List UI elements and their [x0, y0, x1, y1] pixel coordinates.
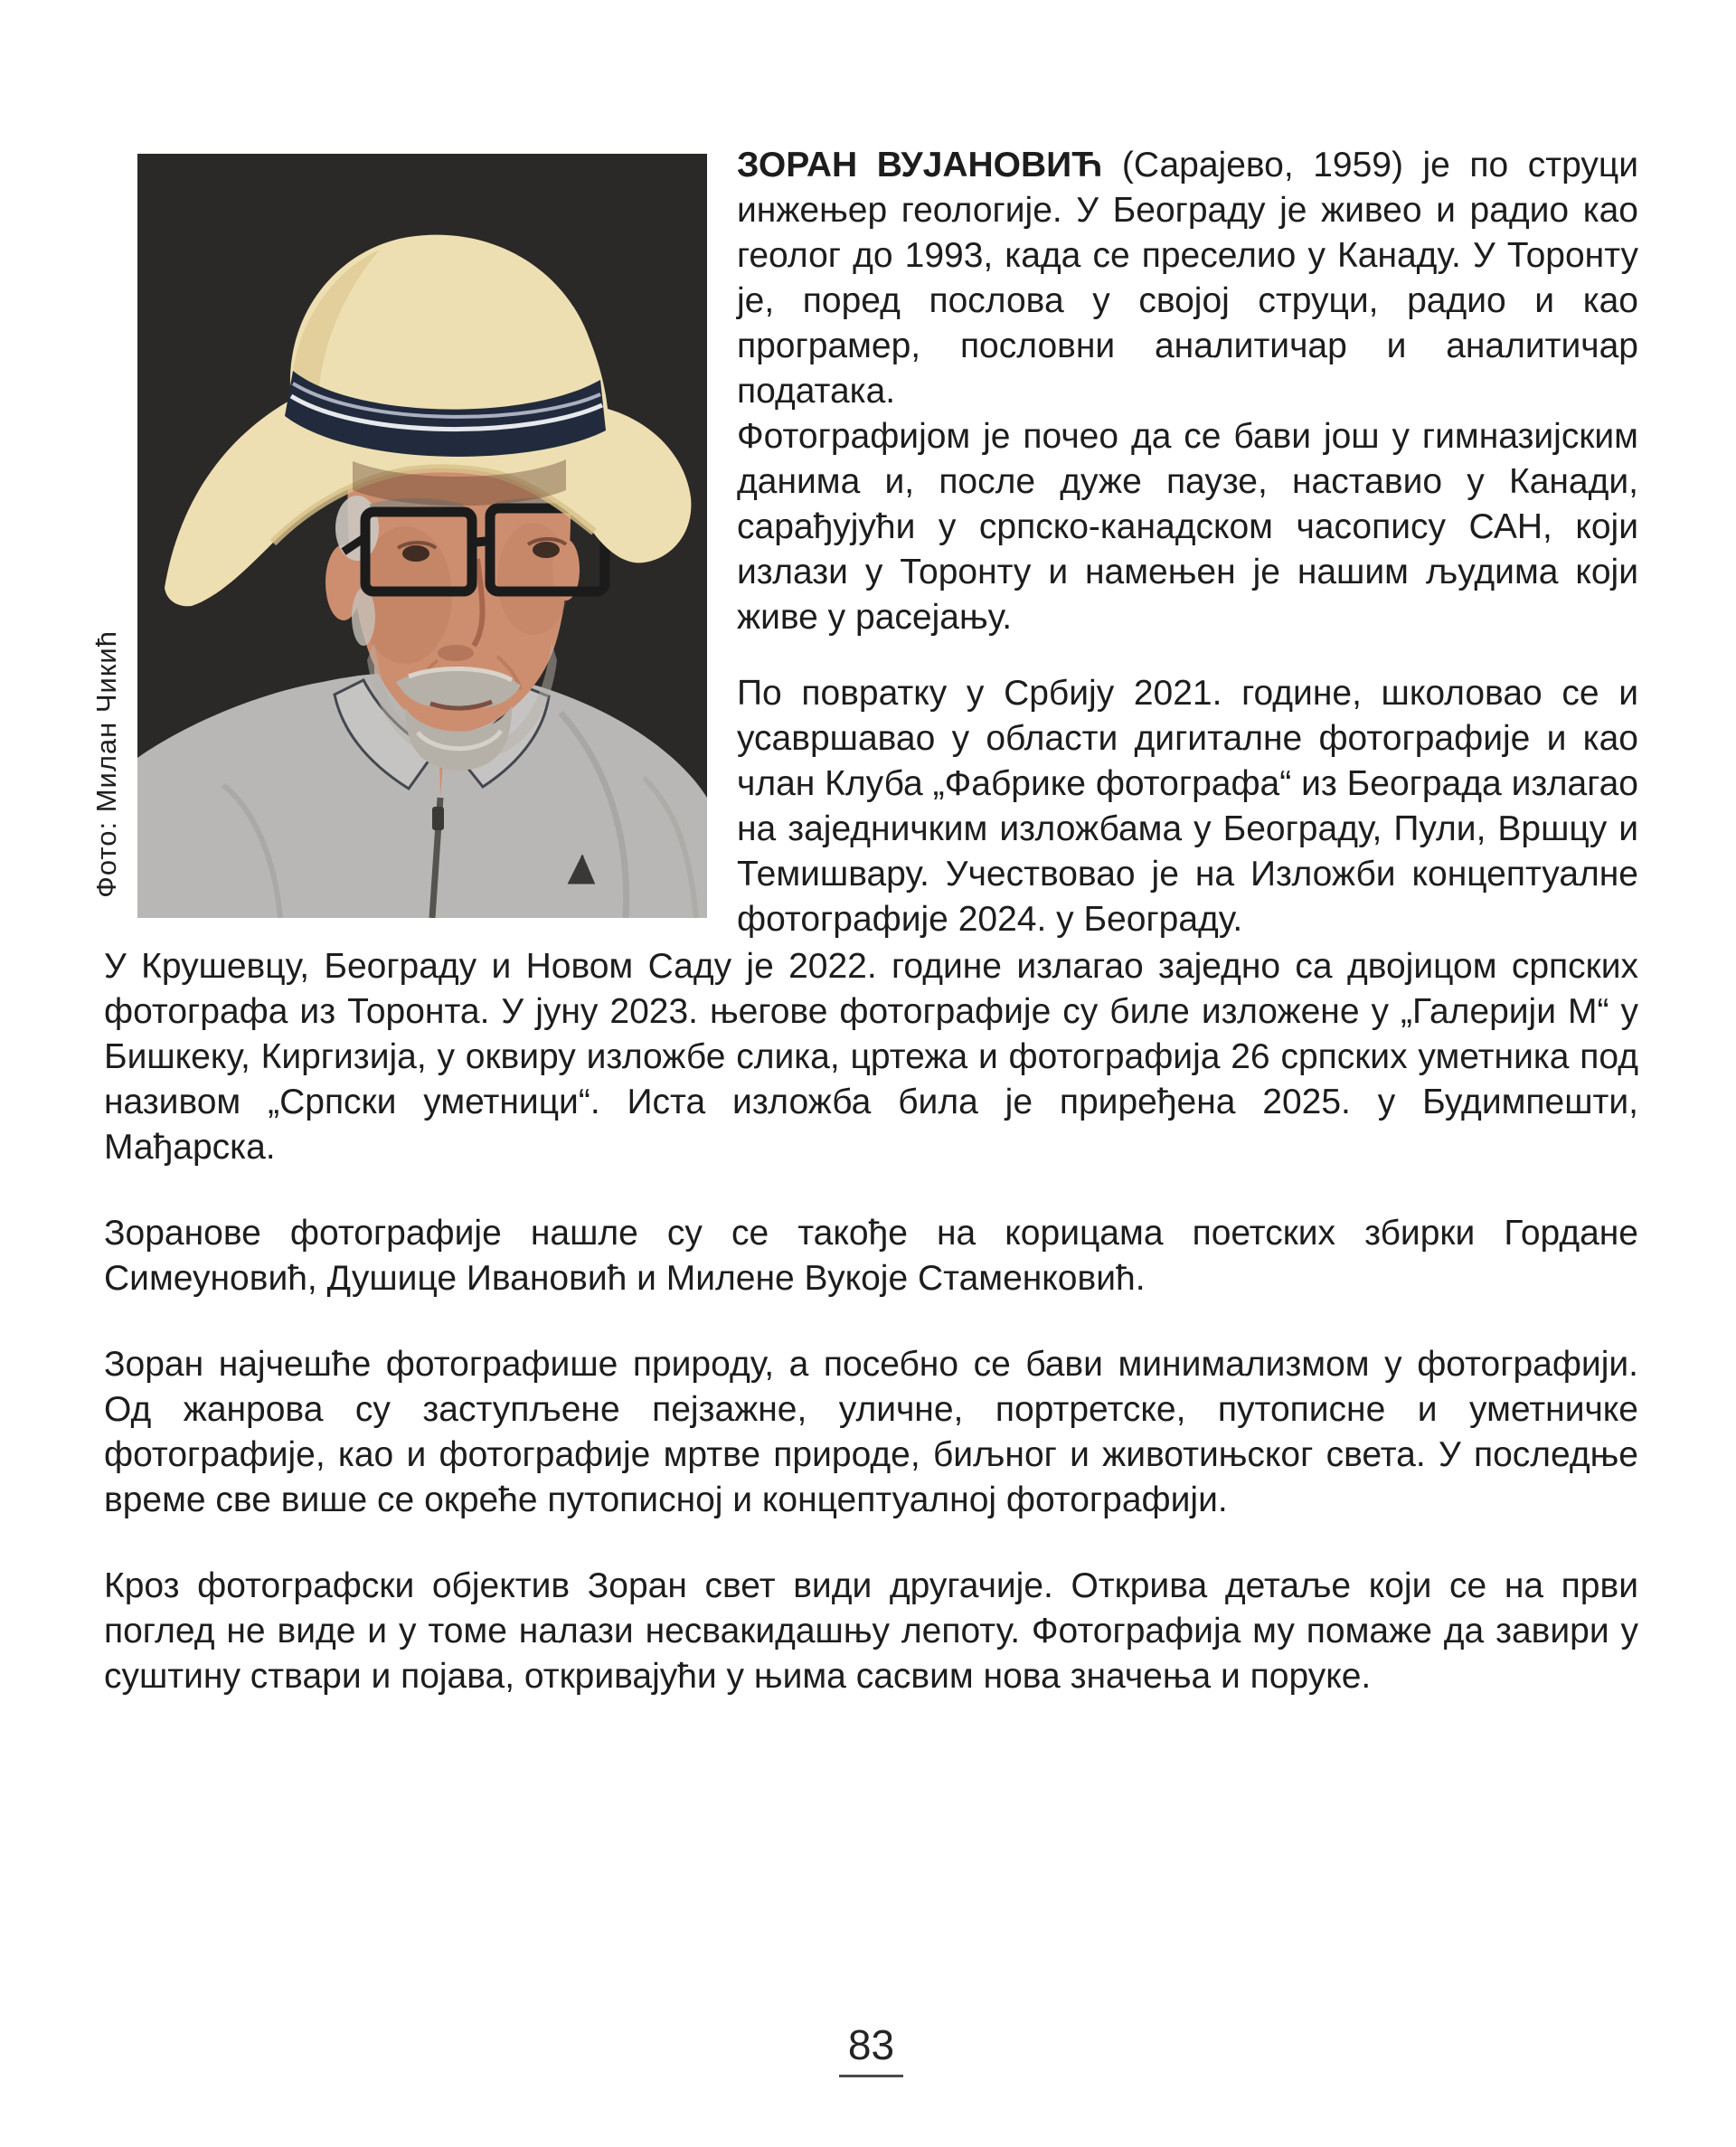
portrait-photo [137, 154, 707, 918]
bio-paragraph-3: По повратку у Србију 2021. године, школовао се и усавршавао у области дигиталне фотографије и као члан Клуба „Фабрике фотографа“ из Београда излагао на заједничким изложбама у Београду, Пули, Вршцу и Темишвару. Учествовао је на Изложби концептуалне фотографије 2024. у Београду. [737, 674, 1638, 939]
page-number: 83 [839, 2020, 903, 2077]
bio-paragraph-1-text: (Сарајево, 1959) је по струци инжењер геологије. У Београду је живео и радио као геолог до 1993, када се преселио у Канаду. У Торонту је, поред послова у својој струци, радио и као програмер, пословни аналитичар и аналитичар података. [737, 146, 1638, 411]
bio-paragraph-7: Кроз фотографски објектив Зоран свет види другачије. Открива детаље који се на први поглед не виде и у томе налази несвакидашњу лепоту. Фотографија му помаже да завири у суштину ствари и појава, откривајући у њима сасвим нова значења и поруке. [104, 1566, 1638, 1696]
bio-column [737, 143, 1638, 942]
photo-credit [85, 154, 128, 918]
photo-credit-text: Фото: Милан Чикић [90, 630, 122, 898]
portrait-photo-frame [137, 154, 707, 918]
page-footer [104, 2020, 1638, 2077]
bio-paragraph-5: Зоранове фотографије нашле су се такође на корицама поетских збирки Гордане Симеуновић, Душице Ивановић и Милене Вукоје Стаменковић. [104, 1214, 1638, 1298]
person-name: ЗОРАН ВУЈАНОВИЋ [737, 146, 1103, 184]
bio-paragraph-2: Фотографијом је почео да се бави још у гимназијским данима и, после дуже паузе, наставио у Канади, сарађујући у српско-канадском часопису САН, који излази у Торонту и намењен је нашим људима који живе у расејању. [737, 417, 1638, 637]
bio-paragraph-1 [737, 143, 1638, 414]
bio-paragraph-6: Зоран најчешће фотографише природу, а посебно се бави минимализмом у фотографији. Од жанрова су заступљене пејзажне, уличне, портретске, путописне и уметничке фотографије, као и фотографије мртве природе, биљног и животињског света. У последње време све више се окреће путописној и концептуалној фотографији. [104, 1345, 1638, 1519]
bio-bottom-block [104, 944, 1638, 1699]
bio-paragraph-4: У Крушевцу, Београду и Новом Саду је 2022. године излагао заједно са двојицом српских фотографа из Торонта. У јуну 2023. његове фотографије су биле изложене у „Галерији М“ у Бишкеку, Киргизија, у оквиру изложбе слика, цртежа и фотографија 26 српских уметника под називом „Српски уметници“. Иста изложба била је приређена 2025. у Будимпешти, Мађарска. [104, 947, 1638, 1167]
